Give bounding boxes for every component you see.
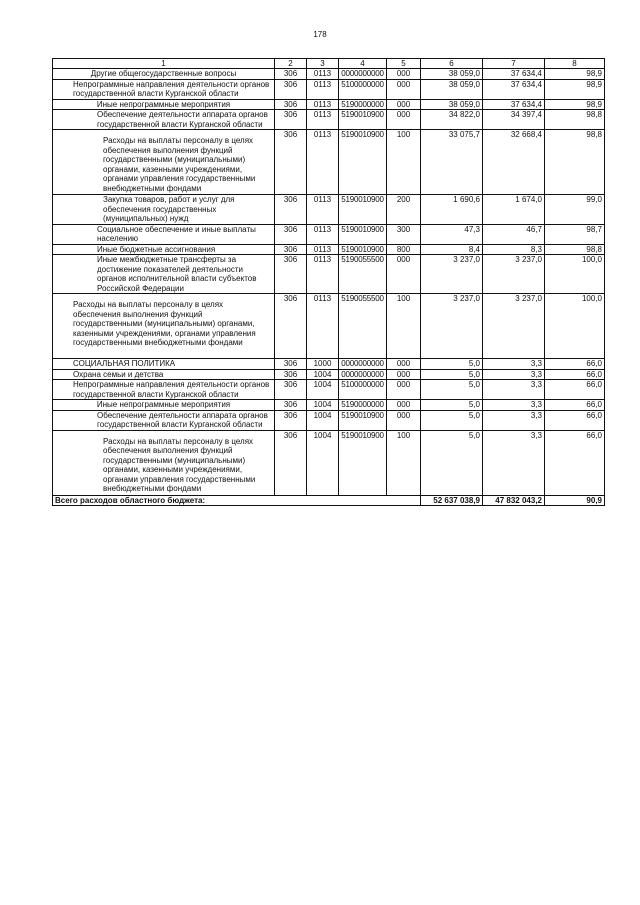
target-article-code: 5190000000	[339, 400, 387, 411]
column-header: 4	[339, 59, 387, 69]
section-code: 306	[275, 369, 307, 380]
row-name: Закупка товаров, работ и услуг для обеспечения государственных (муниципальных) нужд	[53, 195, 275, 225]
planned-amount: 5,0	[421, 410, 483, 430]
planned-amount: 5,0	[421, 369, 483, 380]
column-header: 6	[421, 59, 483, 69]
actual-amount: 37 634,4	[483, 69, 545, 80]
target-article-code: 5190010900	[339, 410, 387, 430]
execution-percent: 66,0	[545, 359, 605, 370]
expense-type-code: 100	[387, 294, 421, 359]
table-row	[53, 255, 605, 294]
target-article-code: 0000000000	[339, 369, 387, 380]
planned-amount: 5,0	[421, 380, 483, 400]
total-execution-percent: 90,9	[545, 495, 605, 506]
section-code: 306	[275, 430, 307, 495]
execution-percent: 98,8	[545, 110, 605, 130]
actual-amount: 32 668,4	[483, 130, 545, 195]
target-article-code: 5190010900	[339, 244, 387, 255]
column-number-row	[53, 59, 605, 69]
subsection-code: 1004	[307, 430, 339, 495]
subsection-code: 0113	[307, 79, 339, 99]
table-row	[53, 359, 605, 370]
actual-amount: 3,3	[483, 359, 545, 370]
section-code: 306	[275, 255, 307, 294]
execution-percent: 66,0	[545, 400, 605, 411]
table-row	[53, 410, 605, 430]
subsection-code: 0113	[307, 195, 339, 225]
table-row	[53, 369, 605, 380]
target-article-code: 5190010900	[339, 195, 387, 225]
actual-amount: 37 634,4	[483, 79, 545, 99]
planned-amount: 8,4	[421, 244, 483, 255]
actual-amount: 34 397,4	[483, 110, 545, 130]
planned-amount: 47,3	[421, 224, 483, 244]
target-article-code: 5190010900	[339, 110, 387, 130]
row-name: СОЦИАЛЬНАЯ ПОЛИТИКА	[53, 359, 275, 370]
column-header: 1	[53, 59, 275, 69]
execution-percent: 98,8	[545, 130, 605, 195]
actual-amount: 3,3	[483, 430, 545, 495]
expense-type-code: 000	[387, 99, 421, 110]
expense-type-code: 300	[387, 224, 421, 244]
row-name: Социальное обеспечение и иные выплаты населению	[53, 224, 275, 244]
execution-percent: 100,0	[545, 294, 605, 359]
target-article-code: 5100000000	[339, 79, 387, 99]
subsection-code: 0113	[307, 255, 339, 294]
table-row	[53, 294, 605, 359]
target-article-code: 5190010900	[339, 224, 387, 244]
expense-type-code: 100	[387, 430, 421, 495]
row-name: Обеспечение деятельности аппарата органов государственной власти Курганской области	[53, 410, 275, 430]
section-code: 306	[275, 244, 307, 255]
actual-amount: 1 674,0	[483, 195, 545, 225]
expense-type-code: 100	[387, 130, 421, 195]
table-row	[53, 400, 605, 411]
planned-amount: 33 075,7	[421, 130, 483, 195]
section-code: 306	[275, 130, 307, 195]
column-header: 8	[545, 59, 605, 69]
row-name: Другие общегосударственные вопросы	[53, 69, 275, 80]
execution-percent: 98,7	[545, 224, 605, 244]
expense-type-code: 000	[387, 359, 421, 370]
row-name: Расходы на выплаты персоналу в целях обеспечения выполнения функций государственными (муниципальными) органами, казенными учреждениями, органами управления государственными внебюджетными фондами	[53, 130, 275, 195]
section-code: 306	[275, 69, 307, 80]
section-code: 306	[275, 224, 307, 244]
actual-amount: 3,3	[483, 410, 545, 430]
table-row	[53, 224, 605, 244]
total-row	[53, 495, 605, 506]
table-row	[53, 99, 605, 110]
row-name: Обеспечение деятельности аппарата органов государственной власти Курганской области	[53, 110, 275, 130]
target-article-code: 5190010900	[339, 130, 387, 195]
expense-type-code: 000	[387, 380, 421, 400]
subsection-code: 0113	[307, 99, 339, 110]
section-code: 306	[275, 400, 307, 411]
subsection-code: 0113	[307, 69, 339, 80]
expense-type-code: 000	[387, 79, 421, 99]
target-article-code: 0000000000	[339, 359, 387, 370]
planned-amount: 3 237,0	[421, 294, 483, 359]
actual-amount: 3,3	[483, 380, 545, 400]
execution-percent: 66,0	[545, 430, 605, 495]
planned-amount: 5,0	[421, 430, 483, 495]
subsection-code: 1004	[307, 369, 339, 380]
execution-percent: 98,9	[545, 99, 605, 110]
subsection-code: 0113	[307, 294, 339, 359]
target-article-code: 5190055500	[339, 255, 387, 294]
execution-percent: 98,9	[545, 69, 605, 80]
actual-amount: 3 237,0	[483, 294, 545, 359]
execution-percent: 99,0	[545, 195, 605, 225]
total-actual-amount: 47 832 043,2	[483, 495, 545, 506]
row-name: Непрограммные направления деятельности органов государственной власти Курганской области	[53, 79, 275, 99]
planned-amount: 34 822,0	[421, 110, 483, 130]
subsection-code: 1004	[307, 400, 339, 411]
execution-percent: 98,9	[545, 79, 605, 99]
table-row	[53, 110, 605, 130]
column-header: 7	[483, 59, 545, 69]
column-header: 2	[275, 59, 307, 69]
section-code: 306	[275, 99, 307, 110]
execution-percent: 66,0	[545, 380, 605, 400]
expense-type-code: 000	[387, 255, 421, 294]
planned-amount: 5,0	[421, 359, 483, 370]
budget-table	[52, 58, 605, 506]
actual-amount: 3,3	[483, 400, 545, 411]
expense-type-code: 000	[387, 110, 421, 130]
row-name: Непрограммные направления деятельности органов государственной власти Курганской области	[53, 380, 275, 400]
execution-percent: 98,8	[545, 244, 605, 255]
row-name: Иные межбюджетные трансферты за достижение показателей деятельности органов исполнительной власти субъектов Российской Федерации	[53, 255, 275, 294]
expense-type-code: 200	[387, 195, 421, 225]
table-row	[53, 195, 605, 225]
section-code: 306	[275, 294, 307, 359]
section-code: 306	[275, 380, 307, 400]
total-label: Всего расходов областного бюджета:	[53, 495, 421, 506]
row-name: Охрана семьи и детства	[53, 369, 275, 380]
planned-amount: 3 237,0	[421, 255, 483, 294]
row-name: Расходы на выплаты персоналу в целях обеспечения выполнения функций государственными (муниципальными) органами, казенными учреждениями, органами управления государственными внебюджетными фондами	[53, 294, 275, 359]
subsection-code: 1004	[307, 380, 339, 400]
table-row	[53, 430, 605, 495]
table-row	[53, 130, 605, 195]
actual-amount: 46,7	[483, 224, 545, 244]
target-article-code: 5190000000	[339, 99, 387, 110]
row-name: Иные непрограммные мероприятия	[53, 400, 275, 411]
execution-percent: 100,0	[545, 255, 605, 294]
planned-amount: 38 059,0	[421, 79, 483, 99]
expense-type-code: 000	[387, 400, 421, 411]
table-row	[53, 69, 605, 80]
actual-amount: 8,3	[483, 244, 545, 255]
section-code: 306	[275, 79, 307, 99]
actual-amount: 37 634,4	[483, 99, 545, 110]
table-row	[53, 244, 605, 255]
row-name: Иные бюджетные ассигнования	[53, 244, 275, 255]
subsection-code: 1004	[307, 410, 339, 430]
row-name: Иные непрограммные мероприятия	[53, 99, 275, 110]
expense-type-code: 000	[387, 410, 421, 430]
actual-amount: 3,3	[483, 369, 545, 380]
target-article-code: 5190010900	[339, 430, 387, 495]
section-code: 306	[275, 110, 307, 130]
subsection-code: 0113	[307, 110, 339, 130]
expense-type-code: 800	[387, 244, 421, 255]
row-name: Расходы на выплаты персоналу в целях обеспечения выполнения функций государственными (муниципальными) органами, казенными учреждениями, органами управления государственными внебюджетными фондами	[53, 430, 275, 495]
target-article-code: 5100000000	[339, 380, 387, 400]
column-header: 5	[387, 59, 421, 69]
total-planned-amount: 52 637 038,9	[421, 495, 483, 506]
planned-amount: 38 059,0	[421, 69, 483, 80]
execution-percent: 66,0	[545, 369, 605, 380]
column-header: 3	[307, 59, 339, 69]
subsection-code: 0113	[307, 224, 339, 244]
subsection-code: 0113	[307, 130, 339, 195]
planned-amount: 5,0	[421, 400, 483, 411]
target-article-code: 5190055500	[339, 294, 387, 359]
table-row	[53, 79, 605, 99]
expense-type-code: 000	[387, 69, 421, 80]
subsection-code: 1000	[307, 359, 339, 370]
actual-amount: 3 237,0	[483, 255, 545, 294]
section-code: 306	[275, 195, 307, 225]
table-row	[53, 380, 605, 400]
planned-amount: 1 690,6	[421, 195, 483, 225]
section-code: 306	[275, 410, 307, 430]
planned-amount: 38 059,0	[421, 99, 483, 110]
section-code: 306	[275, 359, 307, 370]
expense-type-code: 000	[387, 369, 421, 380]
execution-percent: 66,0	[545, 410, 605, 430]
target-article-code: 0000000000	[339, 69, 387, 80]
page-number: 178	[313, 30, 327, 39]
subsection-code: 0113	[307, 244, 339, 255]
